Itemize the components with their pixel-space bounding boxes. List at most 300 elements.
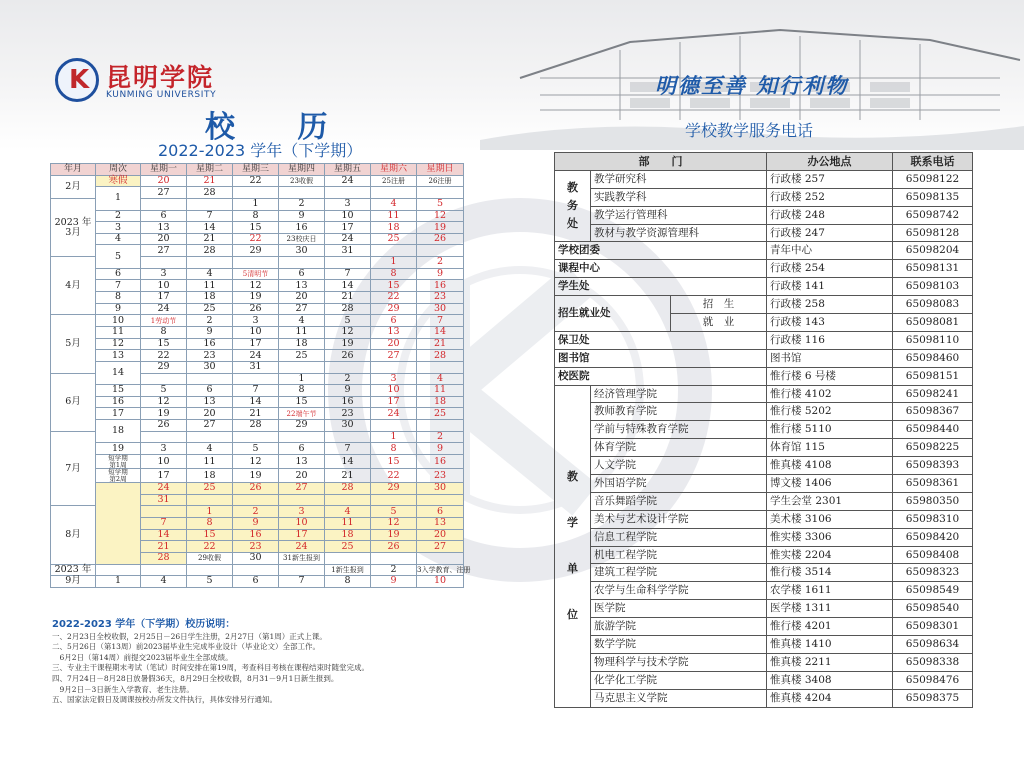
dept-name: 体育学院 (591, 439, 767, 457)
calendar-day-cell: 15 (141, 338, 187, 350)
calendar-row (51, 483, 464, 495)
calendar-day-cell: 20 (187, 408, 233, 420)
dept-location: 惟实楼 2204 (767, 546, 893, 564)
dept-tel: 65098241 (893, 385, 973, 403)
calendar-week-cell (96, 564, 141, 576)
calendar-day-cell: 1 (279, 373, 325, 385)
dept-tel: 65098742 (893, 206, 973, 224)
calendar-day-cell: 7 (417, 315, 464, 327)
calendar-day-cell: 19 (417, 222, 464, 234)
calendar-row (51, 350, 464, 362)
calendar-month-cell: 7月 (51, 431, 96, 506)
phone-row (555, 242, 973, 260)
calendar-day-cell: 2 (417, 431, 464, 443)
calendar-day-cell: 23收假 (279, 175, 325, 187)
calendar-day-cell: 18 (417, 396, 464, 408)
calendar-day-cell: 2 (371, 564, 417, 576)
dept-location: 惟真楼 4108 (767, 457, 893, 475)
calendar-day-cell: 1劳动节 (141, 315, 187, 327)
calendar-day-cell: 2 (279, 198, 325, 210)
calendar-day-cell: 29 (371, 303, 417, 315)
dept-name: 经济管理学院 (591, 385, 767, 403)
calendar-day-cell: 24 (279, 541, 325, 553)
dept-tel: 65098338 (893, 653, 973, 671)
university-logo (55, 58, 245, 102)
calendar-day-cell: 15 (187, 529, 233, 541)
calendar-month-cell: 9月 (51, 576, 96, 588)
calendar-header-cell: 年月 (51, 164, 96, 176)
calendar-day-cell: 29 (279, 420, 325, 432)
calendar-day-cell: 19 (233, 469, 279, 483)
phone-row (555, 385, 973, 403)
calendar-day-cell: 25 (417, 408, 464, 420)
dept-name: 招 生 (671, 296, 767, 314)
calendar-day-cell: 13 (279, 455, 325, 469)
calendar-row (51, 292, 464, 304)
calendar-day-cell: 15 (371, 280, 417, 292)
dept-location: 行政楼 143 (767, 314, 893, 332)
calendar-week-cell: 3 (96, 222, 141, 234)
calendar-day-cell (371, 420, 417, 432)
calendar-row (51, 245, 464, 257)
calendar-row (51, 443, 464, 455)
dept-tel: 65980350 (893, 492, 973, 510)
school-motto: 明德至善 知行利物 (655, 73, 849, 98)
calendar-day-cell (279, 187, 325, 199)
dept-tel: 65098393 (893, 457, 973, 475)
calendar-day-cell: 19 (141, 408, 187, 420)
calendar-day-cell: 29收假 (187, 552, 233, 564)
calendar-day-cell: 20 (279, 469, 325, 483)
phone-row (555, 278, 973, 296)
dept-name: 物理科学与技术学院 (591, 653, 767, 671)
dept-tel: 65098110 (893, 331, 973, 349)
calendar-day-cell: 9 (417, 268, 464, 280)
dept-location: 惟真楼 2211 (767, 653, 893, 671)
logo-chinese-name: 昆明学院 (106, 63, 215, 92)
school-calendar-table (50, 163, 471, 588)
dept-location: 青年中心 (767, 242, 893, 260)
calendar-day-cell: 21 (141, 541, 187, 553)
logo-seal-icon: K (55, 58, 99, 102)
calendar-day-cell: 4 (187, 443, 233, 455)
calendar-week-cell: 寒假 (96, 175, 141, 187)
calendar-row (51, 455, 464, 469)
calendar-day-cell: 8 (233, 210, 279, 222)
calendar-day-cell: 22 (371, 292, 417, 304)
calendar-day-cell: 12 (371, 517, 417, 529)
calendar-day-cell (325, 494, 371, 506)
phone-header-dept: 部 门 (555, 153, 767, 171)
calendar-day-cell: 8 (325, 576, 371, 588)
dept-location: 博文楼 1406 (767, 475, 893, 493)
calendar-day-cell (233, 431, 279, 443)
calendar-week-cell: 4 (96, 233, 141, 245)
dept-name: 数学学院 (591, 636, 767, 654)
calendar-day-cell: 14 (417, 326, 464, 338)
dept-group-label: 教 学 单 位 (555, 385, 591, 707)
calendar-day-cell: 20 (417, 529, 464, 541)
calendar-day-cell (325, 361, 371, 373)
calendar-day-cell: 11 (325, 517, 371, 529)
calendar-day-cell: 26 (141, 420, 187, 432)
calendar-day-cell: 4 (325, 506, 371, 518)
calendar-day-cell (233, 187, 279, 199)
calendar-day-cell: 12 (233, 455, 279, 469)
calendar-day-cell: 27 (141, 245, 187, 257)
notes-line: 五、国家法定假日及调课按校办所发文件执行，具体安排另行通知。 (52, 695, 277, 705)
calendar-header-cell: 星期五 (325, 164, 371, 176)
calendar-day-cell: 29 (371, 483, 417, 495)
calendar-day-cell: 18 (279, 338, 325, 350)
calendar-day-cell: 3入学教育、注册 (417, 565, 471, 574)
calendar-day-cell: 30 (325, 420, 371, 432)
calendar-day-cell: 24 (141, 483, 187, 495)
dept-location: 行政楼 247 (767, 224, 893, 242)
dept-name: 教材与教学资源管理科 (591, 224, 767, 242)
phone-row (555, 331, 973, 349)
calendar-day-cell: 27 (187, 420, 233, 432)
calendar-week-cell: 短学期 第1周 (96, 455, 141, 469)
calendar-day-cell: 7 (141, 517, 187, 529)
calendar-day-cell: 7 (233, 385, 279, 397)
dept-tel: 65098301 (893, 618, 973, 636)
calendar-day-cell: 29 (141, 361, 187, 373)
calendar-day-cell: 25 (325, 541, 371, 553)
calendar-day-cell: 27 (141, 187, 187, 199)
calendar-day-cell: 16 (325, 396, 371, 408)
calendar-day-cell: 30 (187, 361, 233, 373)
calendar-day-cell: 13 (371, 326, 417, 338)
calendar-day-cell: 26 (371, 541, 417, 553)
calendar-day-cell: 3 (233, 315, 279, 327)
calendar-day-cell: 7 (325, 443, 371, 455)
dept-name: 信息工程学院 (591, 528, 767, 546)
phone-row (555, 188, 973, 206)
calendar-day-cell: 5 (371, 506, 417, 518)
dept-location: 行政楼 258 (767, 296, 893, 314)
calendar-row (51, 280, 464, 292)
calendar-day-cell: 22 (187, 541, 233, 553)
calendar-day-cell: 6 (279, 268, 325, 280)
calendar-day-cell (325, 552, 371, 564)
dept-location: 行政楼 141 (767, 278, 893, 296)
calendar-week-cell: 5 (96, 245, 141, 268)
calendar-week-cell: 11 (96, 326, 141, 338)
calendar-day-cell: 18 (187, 469, 233, 483)
calendar-day-cell (233, 257, 279, 269)
dept-location: 惟真楼 4204 (767, 689, 893, 707)
calendar-day-cell: 16 (279, 222, 325, 234)
calendar-day-cell (325, 257, 371, 269)
dept-name: 建筑工程学院 (591, 564, 767, 582)
calendar-day-cell: 28 (325, 483, 371, 495)
calendar-day-cell (417, 494, 464, 506)
calendar-day-cell: 6 (371, 315, 417, 327)
calendar-header-cell: 星期日 (417, 164, 464, 176)
calendar-day-cell: 8 (141, 326, 187, 338)
calendar-notes (52, 620, 492, 706)
calendar-day-cell (141, 198, 187, 210)
calendar-day-cell (141, 373, 187, 385)
calendar-day-cell: 22 (371, 469, 417, 483)
calendar-day-cell: 25 (187, 483, 233, 495)
calendar-day-cell: 25注册 (371, 175, 417, 187)
dept-name: 医学院 (591, 600, 767, 618)
calendar-day-cell: 17 (279, 529, 325, 541)
calendar-day-cell (279, 361, 325, 373)
calendar-week-cell: 9 (96, 303, 141, 315)
calendar-day-cell: 13 (417, 517, 464, 529)
calendar-day-cell: 7 (279, 576, 325, 588)
calendar-day-cell: 11 (371, 210, 417, 222)
calendar-day-cell: 20 (141, 233, 187, 245)
calendar-row (51, 326, 464, 338)
dept-name: 外国语学院 (591, 475, 767, 493)
dept-tel: 65098151 (893, 367, 973, 385)
calendar-day-cell: 19 (371, 529, 417, 541)
calendar-day-cell: 5 (325, 315, 371, 327)
calendar-day-cell: 23 (417, 469, 464, 483)
dept-tel: 65098323 (893, 564, 973, 582)
calendar-day-cell: 4 (417, 373, 464, 385)
phone-row (555, 671, 973, 689)
calendar-row (51, 338, 464, 350)
calendar-day-cell: 24 (141, 303, 187, 315)
dept-tel: 65098476 (893, 671, 973, 689)
calendar-month-cell: 8月 (51, 506, 96, 564)
dept-name: 教师教育学院 (591, 403, 767, 421)
calendar-day-cell: 31 (233, 361, 279, 373)
notes-line: 一、2月23日全校收假，2月25日－26日学生注册，2月27日（第1周）正式上课。 (52, 631, 327, 641)
calendar-day-cell: 6 (187, 385, 233, 397)
calendar-day-cell: 11 (417, 385, 464, 397)
calendar-day-cell: 26 (233, 483, 279, 495)
calendar-day-cell: 1新生报到 (325, 564, 371, 576)
phone-row (555, 564, 973, 582)
calendar-header-cell: 星期六 (371, 164, 417, 176)
dept-location: 惟行楼 5110 (767, 421, 893, 439)
calendar-day-cell: 19 (233, 292, 279, 304)
calendar-day-cell (141, 431, 187, 443)
calendar-day-cell: 3 (371, 373, 417, 385)
dept-name: 教学运行管理科 (591, 206, 767, 224)
calendar-day-cell: 26 (325, 350, 371, 362)
calendar-row (51, 268, 464, 280)
phone-row (555, 403, 973, 421)
dept-tel: 65098367 (893, 403, 973, 421)
calendar-day-cell: 12 (325, 326, 371, 338)
calendar-week-cell: 短学期 第2周 (96, 469, 141, 483)
phone-row (555, 206, 973, 224)
phone-row (555, 475, 973, 493)
dept-name: 化学化工学院 (591, 671, 767, 689)
calendar-day-cell: 25 (371, 233, 417, 245)
calendar-day-cell: 1 (371, 431, 417, 443)
calendar-day-cell: 8 (371, 268, 417, 280)
calendar-day-cell: 22 (233, 233, 279, 245)
dept-location: 惟实楼 3306 (767, 528, 893, 546)
calendar-week-cell: 8 (96, 292, 141, 304)
calendar-day-cell: 27 (417, 541, 464, 553)
calendar-day-cell (233, 494, 279, 506)
phone-row (555, 528, 973, 546)
dept-name: 美术与艺术设计学院 (591, 510, 767, 528)
calendar-day-cell (417, 420, 464, 432)
phone-header-tel: 联系电话 (893, 153, 973, 171)
calendar-day-cell: 19 (325, 338, 371, 350)
dept-location: 农学楼 1611 (767, 582, 893, 600)
calendar-day-cell: 27 (279, 303, 325, 315)
calendar-day-cell: 17 (371, 396, 417, 408)
dept-name: 保卫处 (555, 331, 767, 349)
calendar-day-cell: 10 (371, 385, 417, 397)
calendar-day-cell: 6 (141, 210, 187, 222)
calendar-day-cell: 1 (371, 257, 417, 269)
calendar-week-cell: 7 (96, 280, 141, 292)
dept-location: 惟行楼 3514 (767, 564, 893, 582)
phone-row (555, 689, 973, 707)
calendar-day-cell: 26注册 (417, 175, 464, 187)
dept-name: 机电工程学院 (591, 546, 767, 564)
phone-row (555, 457, 973, 475)
calendar-row (51, 576, 464, 588)
calendar-day-cell: 23 (417, 292, 464, 304)
calendar-day-cell: 31 (141, 494, 187, 506)
calendar-day-cell: 10 (279, 517, 325, 529)
calendar-day-cell: 5 (233, 443, 279, 455)
calendar-week-cell: 13 (96, 350, 141, 362)
calendar-day-cell: 10 (417, 576, 464, 588)
dept-location: 医学楼 1311 (767, 600, 893, 618)
calendar-day-cell: 8 (279, 385, 325, 397)
dept-name: 课程中心 (555, 260, 767, 278)
calendar-day-cell: 17 (233, 338, 279, 350)
dept-tel: 65098204 (893, 242, 973, 260)
calendar-day-cell: 11 (187, 455, 233, 469)
calendar-day-cell: 30 (279, 245, 325, 257)
calendar-day-cell: 12 (417, 210, 464, 222)
calendar-day-cell: 4 (371, 198, 417, 210)
calendar-header-cell: 星期四 (279, 164, 325, 176)
calendar-day-cell: 10 (141, 455, 187, 469)
page-title: 校 历 (205, 110, 354, 145)
calendar-day-cell: 2 (187, 315, 233, 327)
calendar-day-cell: 28 (417, 350, 464, 362)
phone-row (555, 636, 973, 654)
calendar-week-cell: 19 (96, 443, 141, 455)
notes-line: 9月2日－3日新生入学教育、老生注册。 (52, 684, 194, 694)
dept-name: 农学与生命科学学院 (591, 582, 767, 600)
calendar-day-cell: 14 (141, 529, 187, 541)
calendar-day-cell: 24 (325, 233, 371, 245)
calendar-day-cell: 9 (279, 210, 325, 222)
calendar-row (51, 420, 464, 432)
calendar-row (51, 408, 464, 420)
calendar-day-cell: 30 (417, 483, 464, 495)
calendar-day-cell: 26 (233, 303, 279, 315)
phone-row (555, 349, 973, 367)
calendar-day-cell: 17 (141, 469, 187, 483)
calendar-day-cell: 30 (233, 552, 279, 564)
dept-name: 人文学院 (591, 457, 767, 475)
dept-tel: 65098375 (893, 689, 973, 707)
calendar-day-cell (417, 552, 464, 564)
calendar-day-cell: 3 (141, 443, 187, 455)
dept-name: 教学研究科 (591, 170, 767, 188)
calendar-day-cell (279, 494, 325, 506)
calendar-day-cell: 3 (279, 506, 325, 518)
calendar-day-cell: 28 (187, 187, 233, 199)
calendar-day-cell: 3 (141, 268, 187, 280)
dept-tel: 65098081 (893, 314, 973, 332)
dept-tel: 65098122 (893, 170, 973, 188)
calendar-day-cell: 3 (325, 198, 371, 210)
calendar-week-cell (96, 483, 141, 564)
calendar-header-row (51, 164, 464, 176)
phone-row (555, 367, 973, 385)
calendar-day-cell: 28 (325, 303, 371, 315)
dept-name: 音乐舞蹈学院 (591, 492, 767, 510)
calendar-header-cell: 星期一 (141, 164, 187, 176)
notes-title: 2022-2023 学年（下学期）校历说明： (52, 619, 236, 630)
dept-name: 就 业 (671, 314, 767, 332)
notes-line: 三、专业主干课程期末考试（笔试）时间安排在第19周，考查科目考核在课程结束时随堂完成。 (52, 663, 370, 673)
calendar-day-cell: 6 (279, 443, 325, 455)
calendar-day-cell: 4 (141, 576, 187, 588)
dept-location: 图书馆 (767, 349, 893, 367)
calendar-day-cell: 23校庆日 (279, 233, 325, 245)
dept-location: 美术楼 3106 (767, 510, 893, 528)
calendar-day-cell: 8 (371, 443, 417, 455)
calendar-day-cell: 14 (325, 455, 371, 469)
calendar-day-cell: 24 (233, 350, 279, 362)
calendar-day-cell: 4 (279, 315, 325, 327)
calendar-day-cell: 7 (325, 268, 371, 280)
calendar-day-cell: 24 (325, 175, 371, 187)
dept-name: 学生处 (555, 278, 767, 296)
calendar-day-cell (233, 564, 279, 576)
calendar-day-cell (371, 494, 417, 506)
calendar-day-cell: 10 (141, 280, 187, 292)
calendar-day-cell (187, 494, 233, 506)
notes-line: 6月2日（第14周）前提交2023届毕业生全部成绩。 (52, 652, 233, 662)
calendar-week-cell: 10 (96, 315, 141, 327)
calendar-day-cell: 7 (187, 210, 233, 222)
dept-tel: 65098103 (893, 278, 973, 296)
dept-tel: 65098634 (893, 636, 973, 654)
dept-tel: 65098460 (893, 349, 973, 367)
calendar-row (51, 315, 464, 327)
calendar-day-cell: 17 (325, 222, 371, 234)
calendar-day-cell: 15 (279, 396, 325, 408)
calendar-row (51, 210, 464, 222)
calendar-day-cell: 18 (325, 529, 371, 541)
dept-location: 体育馆 115 (767, 439, 893, 457)
calendar-day-cell: 2 (417, 257, 464, 269)
phone-header-location: 办公地点 (767, 153, 893, 171)
calendar-row (51, 233, 464, 245)
calendar-day-cell: 25 (187, 303, 233, 315)
calendar-row (51, 303, 464, 315)
dept-location: 学生会堂 2301 (767, 492, 893, 510)
calendar-day-cell (141, 506, 187, 518)
dept-name: 校医院 (555, 367, 767, 385)
calendar-day-cell (417, 361, 464, 373)
notes-line: 二、5月26日（第13周）前2023届毕业生完成毕业设计（毕业论文）全部工作。 (52, 642, 320, 652)
phone-row (555, 600, 973, 618)
dept-tel: 65098420 (893, 528, 973, 546)
